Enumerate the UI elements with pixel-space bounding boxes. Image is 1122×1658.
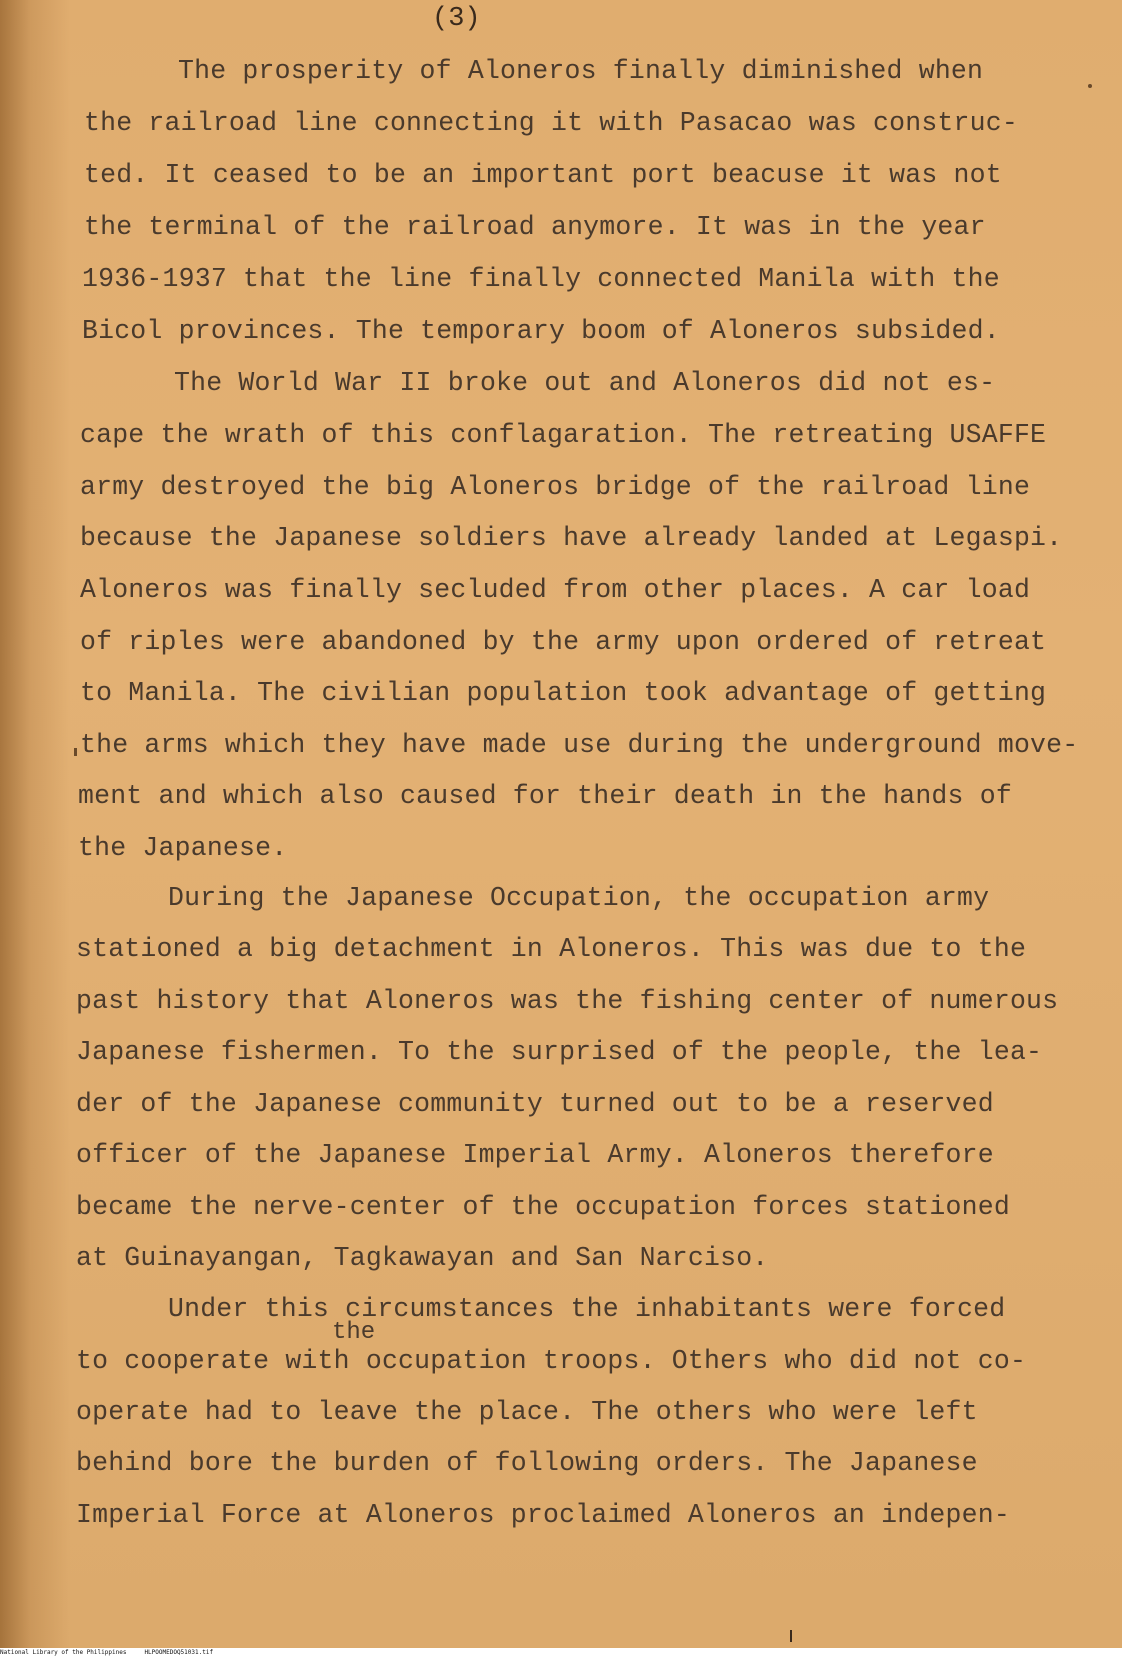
- text-line: army destroyed the big Aloneros bridge of the railroad line: [80, 472, 1031, 502]
- text-line: Imperial Force at Aloneros proclaimed Aloneros an indepen-: [76, 1500, 1010, 1530]
- text-line: Aloneros was finally secluded from other places. A car load: [80, 575, 1031, 605]
- text-line: Under this circumstances the inhabitants were forced: [168, 1294, 1006, 1324]
- text-line: the Japanese.: [78, 833, 288, 863]
- text-line: of riples were abandoned by the army upon ordered of retreat: [80, 627, 1047, 657]
- text-line: the railroad line connecting it with Pasacao was construc-: [84, 108, 1018, 138]
- text-line: der of the Japanese community turned out to be a reserved: [76, 1089, 994, 1119]
- text-line: at Guinayangan, Tagkawayan and San Narciso.: [76, 1243, 769, 1273]
- text-line: because the Japanese soldiers have already landed at Legaspi.: [80, 523, 1063, 553]
- text-line: Bicol provinces. The temporary boom of Aloneros subsided.: [82, 316, 1000, 346]
- page-number: (3): [432, 4, 481, 34]
- text-line: cape the wrath of this conflagaration. The retreating USAFFE: [80, 420, 1047, 450]
- text-line: to Manila. The civilian population took advantage of getting: [80, 678, 1047, 708]
- text-line: the arms which they have made use during the underground move-: [80, 730, 1079, 760]
- text-line: The prosperity of Aloneros finally diminished when: [178, 56, 984, 86]
- archive-name: National Library of the Philippines: [0, 1649, 127, 1656]
- text-line: 1936-1937 that the line finally connected Manila with the: [82, 264, 1000, 294]
- stray-mark: [1088, 84, 1092, 88]
- text-line: officer of the Japanese Imperial Army. Aloneros therefore: [76, 1140, 994, 1170]
- text-line: Japanese fishermen. To the surprised of the people, the lea-: [76, 1037, 1043, 1067]
- text-line: past history that Aloneros was the fishing center of numerous: [76, 986, 1059, 1016]
- text-line: behind bore the burden of following orders. The Japanese: [76, 1448, 978, 1478]
- text-line: operate had to leave the place. The others who were left: [76, 1397, 978, 1427]
- text-line: The World War II broke out and Aloneros did not es-: [174, 368, 996, 398]
- text-line: ted. It ceased to be an important port beacuse it was not: [84, 160, 1002, 190]
- stray-mark: [790, 1630, 792, 1642]
- text-line: to cooperate with occupation troops. Others who did not co-: [76, 1346, 1027, 1376]
- text-line: ment and which also caused for their death in the hands of: [78, 781, 1012, 811]
- stray-mark: [74, 748, 77, 756]
- scan-footer: [0, 1648, 231, 1658]
- text-line: became the nerve-center of the occupation forces stationed: [76, 1192, 1010, 1222]
- interlinear-insertion: the: [332, 1319, 376, 1346]
- text-line: the terminal of the railroad anymore. It was in the year: [84, 212, 986, 242]
- text-line: stationed a big detachment in Aloneros. This was due to the: [76, 934, 1027, 964]
- file-id: HLPOOMEDOQ51031.tif: [144, 1649, 214, 1656]
- text-line: During the Japanese Occupation, the occupation army: [168, 883, 990, 913]
